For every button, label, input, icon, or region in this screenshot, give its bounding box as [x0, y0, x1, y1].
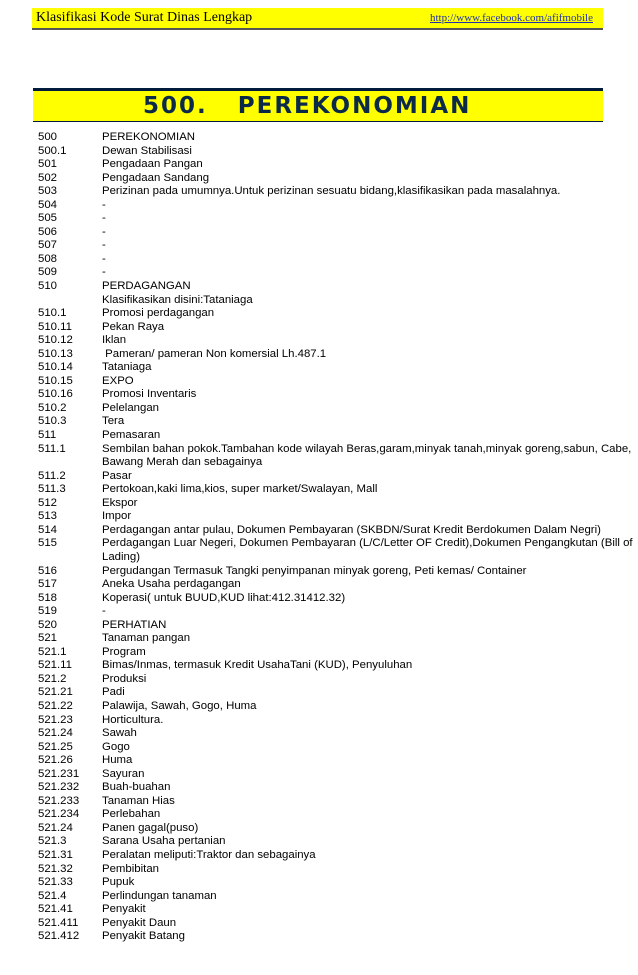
list-item [38, 619, 603, 633]
entry-code: 504 [38, 198, 58, 211]
entry-description-line: Horticultura. [102, 713, 164, 726]
entry-code: 510.16 [38, 388, 73, 401]
list-item [38, 199, 603, 213]
entry-description [102, 443, 631, 470]
entry-description [102, 334, 603, 348]
list-item [38, 185, 603, 199]
entry-description-line: Bimas/Inmas, termasuk Kredit UsahaTani (KUD), Penyuluhan [102, 659, 413, 672]
list-item [38, 429, 603, 443]
entry-code: 519 [38, 605, 58, 618]
entry-description-line: Pergudangan Termasuk Tangki penyimpanan minyak goreng, Peti kemas/ Container [102, 564, 527, 577]
entry-code: 521.412 [38, 930, 80, 943]
list-item [38, 361, 603, 375]
list-item [38, 510, 603, 524]
entry-description-line: Sembilan bahan pokok.Tambahan kode wilayah Beras,garam,minyak tanah,minyak goreng,sabun, Cabe, [102, 442, 632, 455]
list-item [38, 239, 603, 253]
entry-description [102, 632, 603, 646]
entry-description-line: - [102, 239, 106, 252]
list-item [38, 605, 603, 619]
entry-description [102, 768, 603, 782]
entry-description [102, 253, 603, 267]
entry-code: 521.21 [38, 686, 73, 699]
entry-code: 521.3 [38, 835, 67, 848]
header-bar [32, 8, 603, 30]
entry-description-line: Pasar [102, 469, 132, 482]
entry-code: 505 [38, 212, 58, 225]
entry-description [102, 903, 603, 917]
entry-description [102, 686, 603, 700]
entry-description [102, 388, 603, 402]
entry-description-line: PEREKONOMIAN [102, 131, 196, 143]
entry-code: 510.1 [38, 307, 67, 320]
entry-description [102, 429, 603, 443]
entry-description-line: Tera [102, 415, 125, 428]
entry-description-line: Pemasaran [102, 429, 161, 442]
entry-code: 521.23 [38, 713, 73, 726]
entry-description-line: Bawang Merah dan sebagainya [102, 456, 263, 469]
entry-description-line: Perdagangan Luar Negeri, Dokumen Pembayaran (L/C/Letter OF Credit),Dokumen Pengangkutan (Bill of [102, 537, 633, 550]
entry-code: 521.234 [38, 808, 80, 821]
list-item [38, 727, 603, 741]
entry-code: 514 [38, 523, 58, 536]
entry-description-line: Pupuk [102, 876, 135, 889]
entry-description-line: Padi [102, 686, 125, 699]
list-item [38, 632, 603, 646]
entry-code: 509 [38, 266, 58, 279]
section-title-bar [33, 88, 603, 122]
entry-description [102, 592, 603, 606]
entry-description [102, 849, 603, 863]
list-item [38, 348, 603, 362]
entry-description-line: PERDAGANGAN [102, 280, 191, 293]
entry-description [102, 835, 603, 849]
entry-description [102, 795, 603, 809]
entry-description [102, 605, 603, 619]
list-item [38, 592, 603, 606]
entry-description [102, 497, 603, 511]
entry-description-line: Perlindungan tanaman [102, 889, 217, 902]
entry-description [102, 808, 603, 822]
entry-description [102, 930, 603, 944]
entry-description [102, 646, 603, 660]
list-item [38, 321, 603, 335]
entry-code: 508 [38, 252, 58, 265]
entry-description [102, 415, 603, 429]
entry-description [102, 280, 603, 307]
entry-description [102, 917, 603, 931]
entry-code: 502 [38, 171, 58, 184]
entry-description [102, 321, 603, 335]
entry-description-line: Perlebahan [102, 808, 161, 821]
entry-description-line: Program [102, 645, 146, 658]
entry-description [102, 226, 603, 240]
entry-code: 501 [38, 158, 58, 171]
entry-description [102, 348, 603, 362]
entry-code: 506 [38, 225, 58, 238]
list-item [38, 253, 603, 267]
entry-code: 521.26 [38, 754, 73, 767]
entry-code: 521.41 [38, 903, 73, 916]
entry-code: 510.12 [38, 334, 73, 347]
entry-description [102, 781, 603, 795]
entry-description [102, 619, 603, 633]
entry-description-line: Aneka Usaha perdagangan [102, 578, 241, 591]
entry-description-line: Penyakit Batang [102, 930, 185, 943]
entry-description [102, 727, 603, 741]
list-item [38, 388, 603, 402]
entry-code: 512 [38, 496, 58, 509]
entry-code: 511.1 [38, 442, 66, 455]
entry-description [102, 266, 603, 280]
entry-description-line: Promosi Inventaris [102, 388, 197, 401]
list-item [38, 307, 603, 321]
header-title: Klasifikasi Kode Surat Dinas Lengkap [36, 10, 253, 25]
list-item [38, 131, 603, 145]
entry-code: 510.2 [38, 401, 67, 414]
list-item [38, 280, 603, 307]
list-item [38, 375, 603, 389]
entry-description [102, 199, 603, 213]
entry-description [102, 890, 603, 904]
entry-description [102, 212, 603, 226]
entry-description-line: Tataniaga [102, 361, 152, 374]
classification-list [38, 131, 633, 944]
entry-description-line: Promosi perdagangan [102, 307, 215, 320]
entry-description-line: - [102, 252, 106, 265]
entry-code: 521.233 [38, 794, 80, 807]
entry-description-line: Tanaman pangan [102, 632, 191, 645]
entry-description [102, 537, 633, 564]
entry-description-line: Pengadaan Pangan [102, 158, 203, 171]
entry-description-line: Tanaman Hias [102, 794, 175, 807]
entry-code: 500.1 [38, 144, 67, 157]
entry-code: 521.24 [38, 727, 73, 740]
entry-description-line: Pekan Raya [102, 320, 165, 333]
entry-description-line: EXPO [102, 374, 134, 387]
entry-description [102, 510, 603, 524]
list-item [38, 795, 603, 809]
entry-code: 517 [38, 578, 58, 591]
entry-description-line: Impor [102, 510, 132, 523]
list-item [38, 212, 603, 226]
entry-description-line: Pertokoan,kaki lima,kios, super market/Swalayan, Mall [102, 483, 378, 496]
entry-description-line: Produksi [102, 672, 147, 685]
entry-description-line: - [102, 212, 106, 225]
entry-code: 521.11 [38, 659, 72, 672]
entry-code: 503 [38, 185, 58, 198]
entry-description [102, 483, 603, 497]
list-item [38, 808, 603, 822]
list-item [38, 497, 603, 511]
entry-description [102, 700, 603, 714]
entry-description-line: Perizinan pada umumnya.Untuk perizinan sesuatu bidang,klasifikasikan pada masalahnya. [102, 185, 561, 198]
entry-description [102, 863, 603, 877]
entry-description [102, 185, 603, 199]
entry-code: 510.13 [38, 347, 73, 360]
entry-description-line: Sawah [102, 727, 137, 740]
list-item [38, 754, 603, 768]
entry-description-line: Klasifikasikan disini:Tataniaga [102, 293, 253, 306]
list-item [38, 822, 603, 836]
list-item [38, 876, 603, 890]
entry-code: 510.15 [38, 374, 73, 387]
list-item [38, 266, 603, 280]
section-title: 500. PEREKONOMIAN [143, 93, 472, 119]
list-item [38, 741, 603, 755]
list-item [38, 849, 603, 863]
entry-description-line: Pameran/ pameran Non komersial Lh.487.1 [102, 347, 327, 360]
entry-description-line: PERHATIAN [102, 618, 167, 631]
entry-code: 511.2 [38, 469, 66, 482]
list-item [38, 700, 603, 714]
entry-code: 521.232 [38, 781, 80, 794]
entry-description [102, 578, 603, 592]
entry-code: 515 [38, 537, 58, 550]
list-item [38, 835, 603, 849]
entry-code: 513 [38, 510, 58, 523]
entry-description [102, 361, 603, 375]
entry-code: 521.33 [38, 876, 73, 889]
entry-description-line: Perdagangan antar pulau, Dokumen Pembayaran (SKBDN/Surat Kredit Berdokumen Dalam Negri) [102, 523, 601, 536]
entry-description-line: Peralatan meliputi:Traktor dan sebagainya [102, 848, 316, 861]
entry-code: 521.411 [38, 916, 79, 929]
list-item [38, 917, 603, 931]
entry-code: 521.24 [38, 821, 73, 834]
entry-description [102, 172, 603, 186]
entry-description-line: Sayuran [102, 767, 145, 780]
entry-code: 511 [38, 429, 57, 442]
list-item [38, 890, 603, 904]
list-item [38, 158, 603, 172]
entry-description-line: Dewan Stabilisasi [102, 144, 192, 157]
list-item [38, 903, 603, 917]
entry-description [102, 822, 603, 836]
entry-code: 521.2 [38, 672, 67, 685]
list-item [38, 863, 603, 877]
list-item [38, 483, 603, 497]
list-item [38, 646, 603, 660]
entry-code: 510.11 [38, 320, 72, 333]
list-item [38, 714, 603, 728]
list-item [38, 470, 603, 484]
entry-code: 521.1 [38, 645, 67, 658]
list-item [38, 524, 603, 538]
entry-description-line: Penyakit Daun [102, 916, 177, 929]
entry-description-line: Ekspor [102, 496, 138, 509]
entry-description-line: Panen gagal(puso) [102, 821, 199, 834]
list-item [38, 415, 603, 429]
entry-description [102, 307, 603, 321]
list-item [38, 930, 603, 944]
entry-description-line: Iklan [102, 334, 127, 347]
entry-code: 518 [38, 591, 58, 604]
entry-code: 521.31 [38, 848, 73, 861]
list-item [38, 442, 632, 470]
entry-description-line: Pelelangan [102, 401, 160, 414]
entry-code: 521.4 [38, 889, 67, 902]
entry-code: 507 [38, 239, 58, 252]
entry-description [102, 659, 603, 673]
entry-description [102, 131, 603, 145]
entry-code: 521.25 [38, 740, 73, 753]
entry-description-line: - [102, 225, 106, 238]
entry-description [102, 239, 603, 253]
entry-description-line: Huma [102, 754, 133, 767]
list-item [38, 172, 603, 186]
entry-description-line: Lading) [102, 550, 140, 563]
entry-code: 516 [38, 564, 58, 577]
entry-description-line: Buah-buahan [102, 781, 171, 794]
entry-code: 520 [38, 618, 58, 631]
entry-description [102, 470, 603, 484]
entry-code: 521.22 [38, 699, 73, 712]
entry-description [102, 754, 603, 768]
entry-code: 510 [38, 280, 58, 293]
entry-description [102, 673, 603, 687]
entry-description-line: Gogo [102, 740, 130, 753]
list-item [38, 565, 603, 579]
list-item [38, 145, 603, 159]
entry-description-line: Palawija, Sawah, Gogo, Huma [102, 699, 257, 712]
entry-code: 511.3 [38, 483, 66, 496]
list-item [38, 226, 603, 240]
entry-description-line: Penyakit [102, 903, 146, 916]
entry-code: 500 [38, 131, 58, 143]
entry-description [102, 158, 603, 172]
list-item [38, 673, 603, 687]
entry-description-line: Pengadaan Sandang [102, 171, 210, 184]
list-item [38, 768, 603, 782]
entry-code: 510.3 [38, 415, 67, 428]
entry-description [102, 145, 603, 159]
entry-code: 510.14 [38, 361, 73, 374]
entry-description [102, 402, 603, 416]
entry-description [102, 876, 603, 890]
entry-description [102, 375, 603, 389]
list-item [38, 578, 603, 592]
entry-code: 521.32 [38, 862, 73, 875]
entry-description-line: Pembibitan [102, 862, 159, 875]
entry-description-line: - [102, 266, 106, 279]
entry-description-line: Koperasi( untuk BUUD,KUD lihat:412.31412.32) [102, 591, 346, 604]
list-item [38, 334, 603, 348]
entry-description [102, 565, 603, 579]
list-item [38, 686, 603, 700]
entry-code: 521.231 [38, 767, 80, 780]
entry-code: 521 [38, 632, 58, 645]
entry-description-line: - [102, 198, 106, 211]
entry-description-line: - [102, 605, 106, 618]
facebook-link[interactable]: http://www.facebook.com/afifmobile [429, 12, 593, 24]
list-item [38, 402, 603, 416]
list-item [38, 659, 603, 673]
list-item [38, 537, 633, 564]
entry-description [102, 524, 603, 538]
list-item [38, 781, 603, 795]
entry-description [102, 741, 603, 755]
entry-description-line: Sarana Usaha pertanian [102, 835, 226, 848]
entry-description [102, 714, 603, 728]
